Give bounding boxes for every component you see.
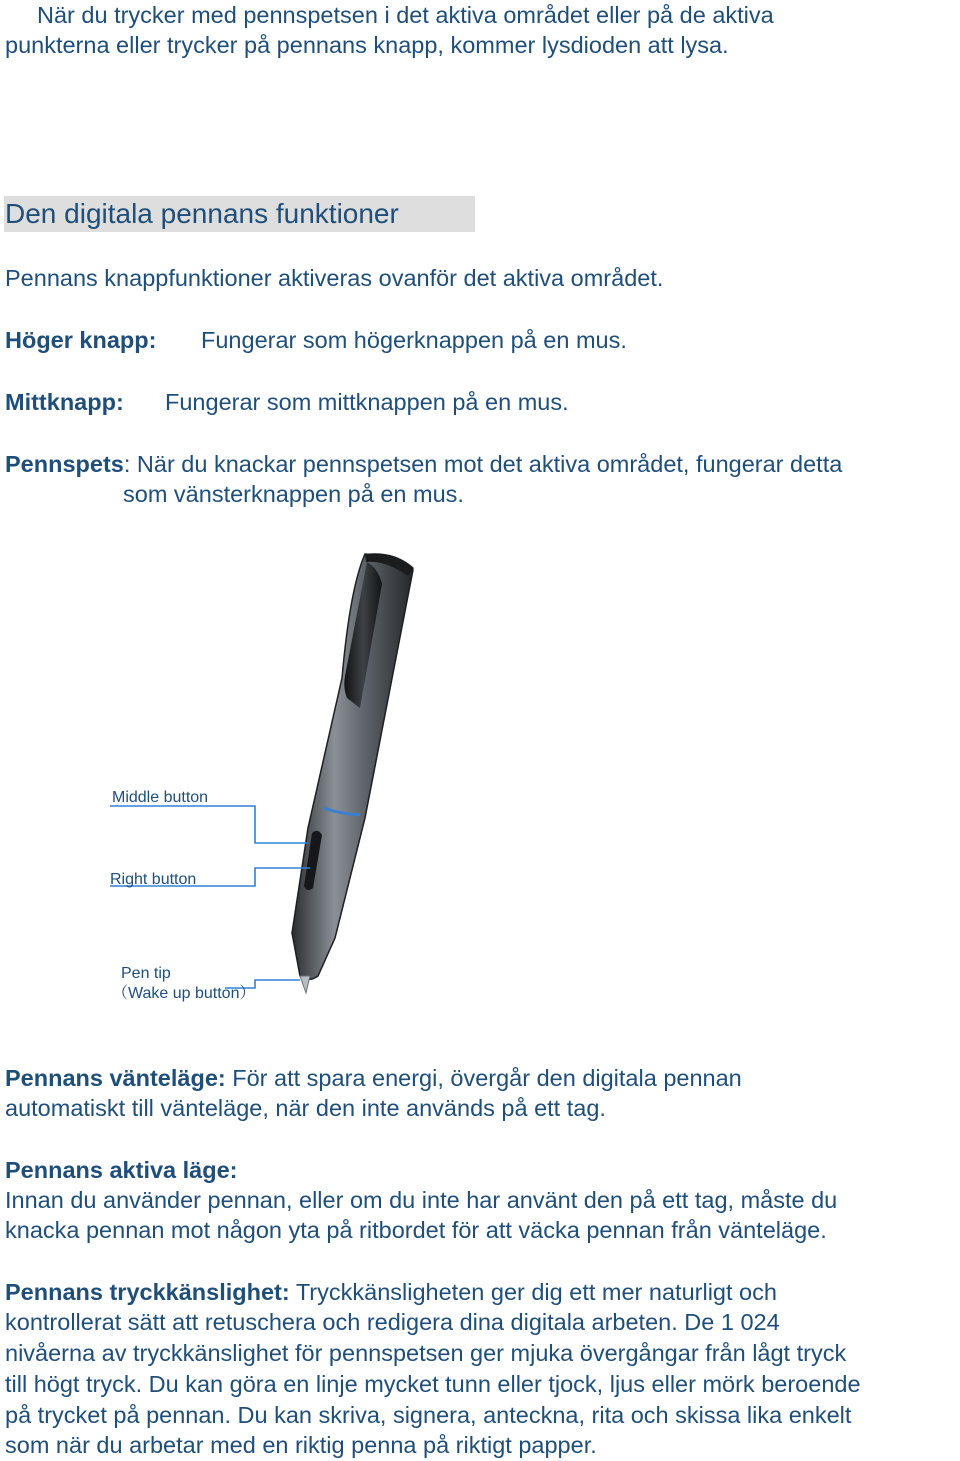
standby-line-1 [5, 1063, 742, 1094]
right-button-text: Fungerar som högerknappen på en mus. [201, 327, 627, 353]
pen-tip-row [5, 449, 842, 480]
pen-tip-label: Pennspets [5, 451, 124, 477]
active-text-1: Innan du använder pennan, eller om du inte har använt den på ett tag, måste du [5, 1187, 838, 1213]
callout-lines [110, 806, 310, 988]
pressure-text-5: på trycket på pennan. Du kan skriva, signera, anteckna, rita och skissa lika enkelt [5, 1402, 852, 1428]
pen-tip-text-2: som vänsterknappen på en mus. [123, 481, 464, 507]
active-text-2: knacka pennan mot någon yta på ritbordet för att väcka pennan från vänteläge. [5, 1217, 827, 1243]
intro-line-1: När du trycker med pennspetsen i det aktiva området eller på de aktiva [37, 2, 774, 28]
standby-text-1: För att spara energi, övergår den digitala pennan [225, 1065, 742, 1091]
section-heading: Den digitala pennans funktioner [4, 196, 475, 232]
section-lead: Pennans knappfunktioner aktiveras ovanför det aktiva området. [5, 265, 664, 291]
right-button-label: Höger knapp: [5, 327, 157, 353]
pressure-text-6: som när du arbetar med en riktig penna på riktigt papper. [5, 1432, 597, 1458]
pressure-text-2: kontrollerat sätt att retuschera och redigera dina digitala arbeten. De 1 024 [5, 1309, 780, 1335]
middle-button-text: Fungerar som mittknappen på en mus. [165, 389, 569, 415]
middle-button-row [5, 387, 569, 418]
middle-button-callout: Middle button [112, 789, 209, 806]
active-label: Pennans aktiva läge: [5, 1157, 238, 1183]
pressure-line-1 [5, 1277, 777, 1308]
pen-tip-callout: Pen tip [121, 965, 171, 982]
pressure-text-3: nivåerna av tryckkänslighet för pennspetsen ger mjuka övergångar från lågt tryck [5, 1340, 847, 1366]
right-button-callout: Right button [110, 871, 197, 888]
pen-body [292, 553, 414, 993]
pressure-text-1: Tryckkänsligheten ger dig ett mer naturligt och [289, 1279, 777, 1305]
standby-label: Pennans vänteläge: [5, 1065, 226, 1091]
wake-up-callout: （Wake up button） [112, 985, 256, 1002]
pen-figure [60, 538, 480, 1028]
pen-tip-text-1: : När du knackar pennspetsen mot det aktiva området, fungerar detta [123, 451, 843, 477]
intro-line-2: punkterna eller trycker på pennans knapp, kommer lysdioden att lysa. [5, 32, 729, 58]
pressure-label: Pennans tryckkänslighet: [5, 1279, 290, 1305]
standby-text-2: automatiskt till vänteläge, när den inte används på ett tag. [5, 1095, 606, 1121]
right-button-row [5, 325, 627, 356]
middle-button-label: Mittknapp: [5, 389, 124, 415]
pressure-text-4: till högt tryck. Du kan göra en linje mycket tunn eller tjock, ljus eller mörk beroende [5, 1371, 861, 1397]
